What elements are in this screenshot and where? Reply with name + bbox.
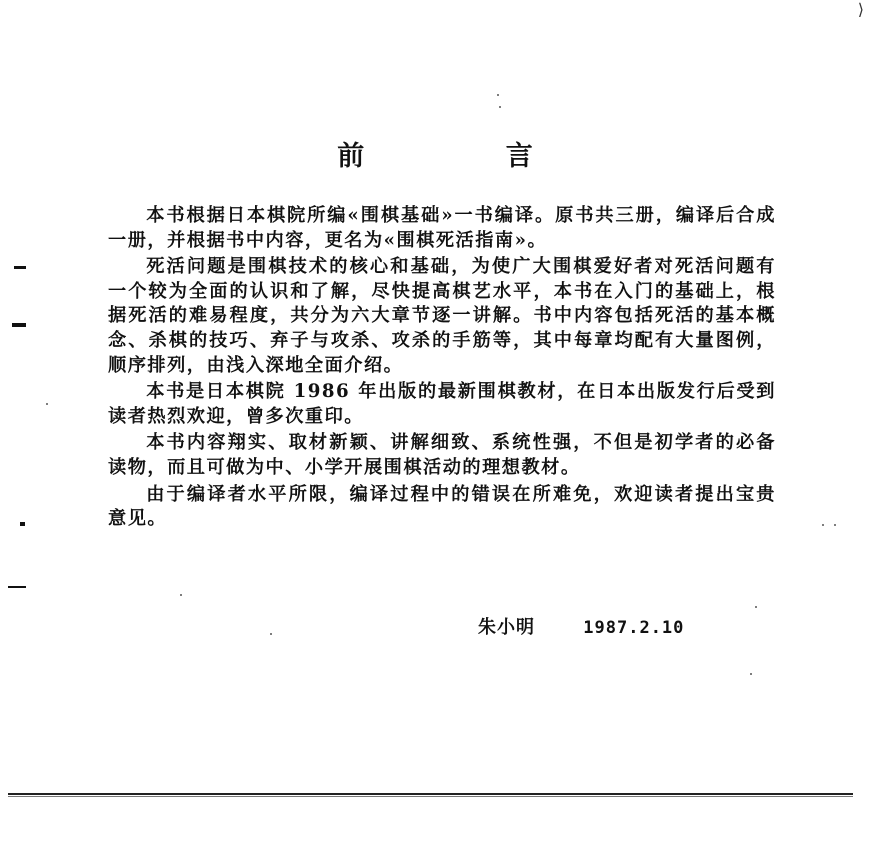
paragraph-2: 死活问题是围棋技术的核心和基础，为使广大围棋爱好者对死活问题有一个较为全面的认识和了解，尽快提高棋艺水平，本书在入门的基础上，根据死活的难易程度，共分为六大章节逐一讲解。书中内容包括死活的基本概念、杀棋的技巧、弃子与攻杀、攻杀的手筋等，其中每章均配有大量图例，顺序排列，由浅入深地全面介绍。 bbox=[108, 256, 776, 376]
bottom-rule-shadow bbox=[8, 796, 853, 797]
paragraph-4: 本书内容翔实、取材新颖、讲解细致、系统性强，不但是初学者的必备读物，而且可做为中、小学开展围棋活动的理想教材。 bbox=[108, 432, 776, 478]
scan-speck bbox=[46, 403, 48, 405]
margin-mark bbox=[14, 266, 26, 269]
margin-mark bbox=[12, 323, 26, 327]
scan-speck bbox=[822, 524, 824, 526]
corner-bracket-mark: ⟩ bbox=[857, 0, 864, 19]
page-title: 前 言 bbox=[337, 141, 599, 172]
scan-speck bbox=[497, 94, 499, 96]
paragraph-1: 本书根据日本棋院所编«围棋基础»一书编译。原书共三册，编译后合成一册，并根据书中内容，更名为«围棋死活指南»。 bbox=[108, 205, 776, 251]
scan-speck bbox=[499, 106, 501, 108]
margin-mark bbox=[8, 586, 26, 588]
scan-speck bbox=[180, 594, 182, 596]
paragraph-5: 由于编译者水平所限，编译过程中的错误在所难免，欢迎读者提出宝贵意见。 bbox=[108, 483, 776, 530]
author-name: 朱小明 bbox=[478, 617, 535, 638]
margin-mark bbox=[20, 522, 25, 526]
paragraph-3: 本书是日本棋院 1986 年出版的最新围棋教材，在日本出版发行后受到读者热烈欢迎，曾多次重印。 bbox=[108, 381, 776, 427]
scan-speck bbox=[755, 606, 757, 608]
preface-body bbox=[108, 204, 776, 534]
signature-date: 1987.2.10 bbox=[583, 618, 685, 638]
signature-line bbox=[478, 616, 768, 640]
bottom-rule bbox=[8, 793, 853, 795]
scan-speck bbox=[750, 673, 752, 675]
scan-speck bbox=[270, 633, 272, 635]
scan-speck bbox=[834, 524, 836, 526]
